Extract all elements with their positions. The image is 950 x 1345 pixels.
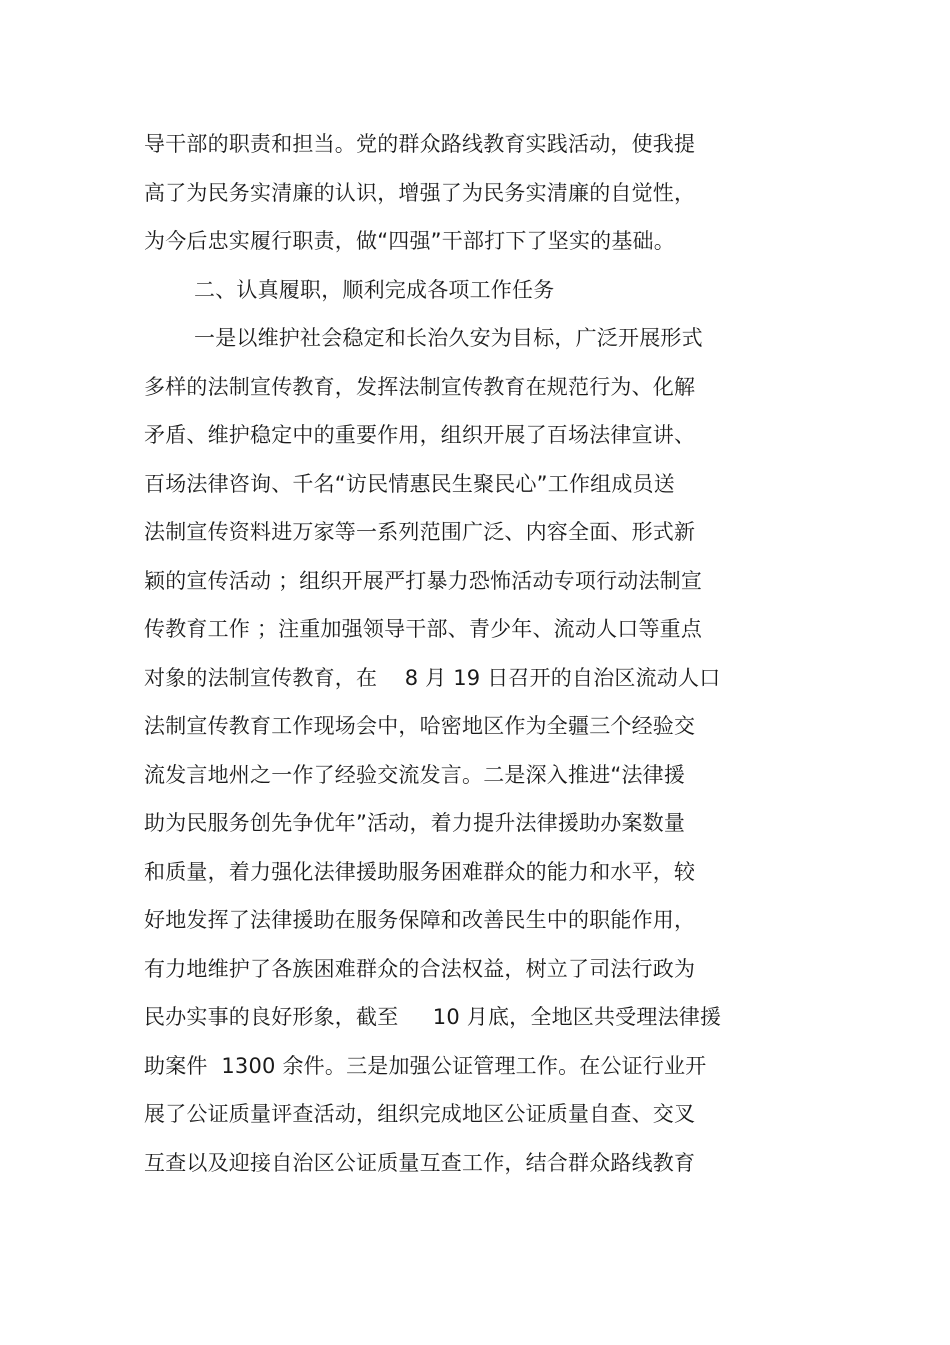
text-line: 民办实事的良好形象，截至 10 月底，全地区共受理法律援: [144, 1005, 722, 1029]
text-line: 助为民服务创先争优年”活动，着力提升法律援助办案数量: [144, 811, 686, 835]
text-line: 法制宣传教育工作现场会中，哈密地区作为全疆三个经验交: [144, 714, 696, 738]
text-line: 矛盾、维护稳定中的重要作用，组织开展了百场法律宣讲、: [144, 423, 696, 447]
text-line: 有力地维护了各族困难群众的合法权益，树立了司法行政为: [144, 956, 696, 981]
text-line: 二、认真履职，顺利完成各项工作任务: [194, 277, 555, 302]
text-line: 百场法律咨询、千名“访民情惠民生聚民心”工作组成员送: [144, 471, 675, 496]
text-line: 和质量，着力强化法律援助服务困难群众的能力和水平，较: [144, 859, 696, 884]
text-line: 颖的宣传活动 ；组织开展严打暴力恐怖活动专项行动法制宣: [144, 568, 703, 593]
text-line: 导干部的职责和担当。党的群众路线教育实践活动，使我提: [144, 132, 696, 156]
text-line: 法制宣传资料进万家等一系列范围广泛、内容全面、形式新: [144, 520, 696, 544]
text-line: 高了为民务实清廉的认识，增强了为民务实清廉的自觉性，: [144, 180, 696, 205]
text-line: 流发言地州之一作了经验交流发言。二是深入推进“法律援: [144, 762, 686, 787]
text-line: 对象的法制宣传教育，在 8 月 19 日召开的自治区流动人口: [144, 665, 721, 690]
document-body: [144, 120, 824, 1187]
text-line: 多样的法制宣传教育，发挥法制宣传教育在规范行为、化解: [144, 374, 696, 399]
text-line: 好地发挥了法律援助在服务保障和改善民生中的职能作用，: [144, 908, 696, 932]
text-line: 一是以维护社会稳定和长治久安为目标，广泛开展形式: [194, 326, 703, 350]
text-line: 助案件 1300 余件。三是加强公证管理工作。在公证行业开: [144, 1053, 707, 1078]
text-line: 传教育工作 ；注重加强领导干部、青少年、流动人口等重点: [144, 617, 703, 641]
text-line: 为今后忠实履行职责，做“四强”干部打下了坚实的基础。: [144, 229, 675, 253]
text-line: 展了公证质量评查活动，组织完成地区公证质量自查、交叉: [144, 1102, 696, 1126]
text-line: 互查以及迎接自治区公证质量互查工作，结合群众路线教育: [144, 1150, 696, 1175]
